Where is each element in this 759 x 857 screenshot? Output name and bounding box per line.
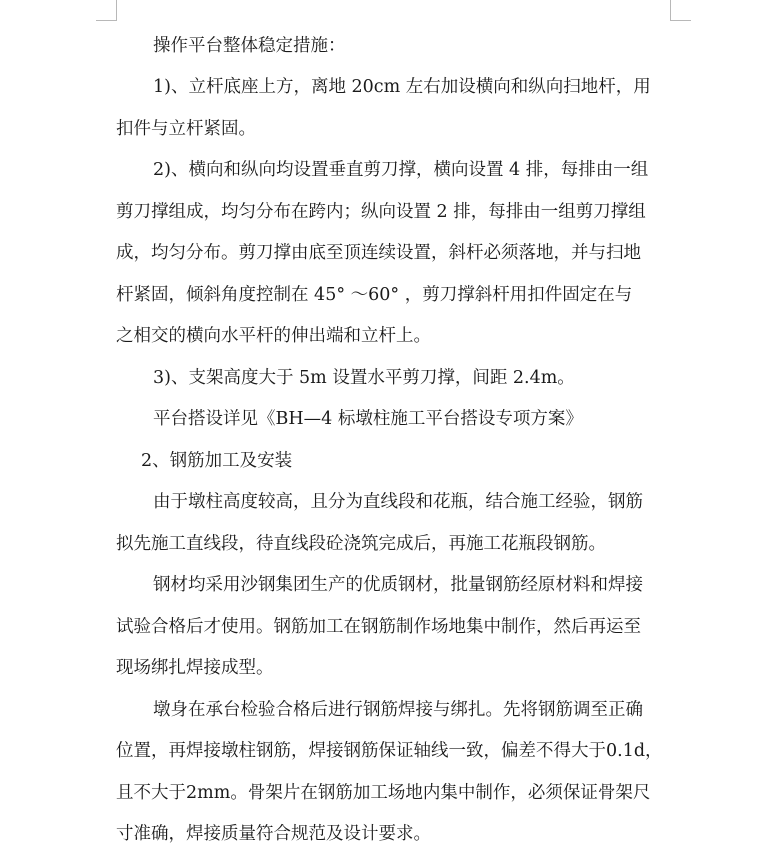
paragraph-line: 扣件与立杆紧固。 (116, 119, 256, 139)
paragraph-line: 3)、支架高度大于 5m 设置水平剪刀撑，间距 2.4m。 (153, 368, 575, 388)
paragraph-line: 之相交的横向水平杆的伸出端和立杆上。 (116, 326, 431, 346)
paragraph-line: 寸准确，焊接质量符合规范及设计要求。 (116, 824, 431, 844)
paragraph-line: 现场绑扎焊接成型。 (116, 658, 274, 678)
paragraph-line: 剪刀撑组成，均匀分布在跨内；纵向设置 2 排，每排由一组剪刀撑组 (116, 202, 646, 222)
section-heading-rebar: 2、钢筋加工及安装 (141, 451, 293, 471)
paragraph-line: 杆紧固，倾斜角度控制在 45° ～60° ，剪刀撑斜杆用扣件固定在与 (116, 285, 633, 305)
paragraph-line: 平台搭设详见《BH—4 标墩柱施工平台搭设专项方案》 (153, 409, 583, 429)
paragraph-line: 由于墩柱高度较高，且分为直线段和花瓶，结合施工经验，钢筋 (153, 492, 643, 512)
paragraph-heading-stability: 操作平台整体稳定措施： (153, 36, 346, 56)
paragraph-line: 且不大于2mm。骨架片在钢筋加工场地内集中制作，必须保证骨架尺 (116, 783, 651, 803)
margin-corner-mark-top-right (670, 0, 691, 21)
margin-corner-mark-top-left (96, 0, 117, 21)
paragraph-line: 墩身在承台检验合格后进行钢筋焊接与绑扎。先将钢筋调至正确 (153, 700, 643, 720)
paragraph-line: 2)、横向和纵向均设置垂直剪刀撑，横向设置 4 排，每排由一组 (153, 160, 649, 180)
paragraph-line: 钢材均采用沙钢集团生产的优质钢材，批量钢筋经原材料和焊接 (153, 575, 643, 595)
paragraph-line: 位置，再焊接墩柱钢筋，焊接钢筋保证轴线一致，偏差不得大于0.1d， (116, 741, 663, 761)
paragraph-line: 成，均匀分布。剪刀撑由底至顶连续设置，斜杆必须落地，并与扫地 (116, 243, 641, 263)
paragraph-line: 试验合格后才使用。钢筋加工在钢筋制作场地集中制作，然后再运至 (116, 617, 641, 637)
paragraph-line: 1)、立杆底座上方，离地 20cm 左右加设横向和纵向扫地杆，用 (153, 77, 651, 97)
paragraph-line: 拟先施工直线段，待直线段砼浇筑完成后，再施工花瓶段钢筋。 (116, 534, 606, 554)
